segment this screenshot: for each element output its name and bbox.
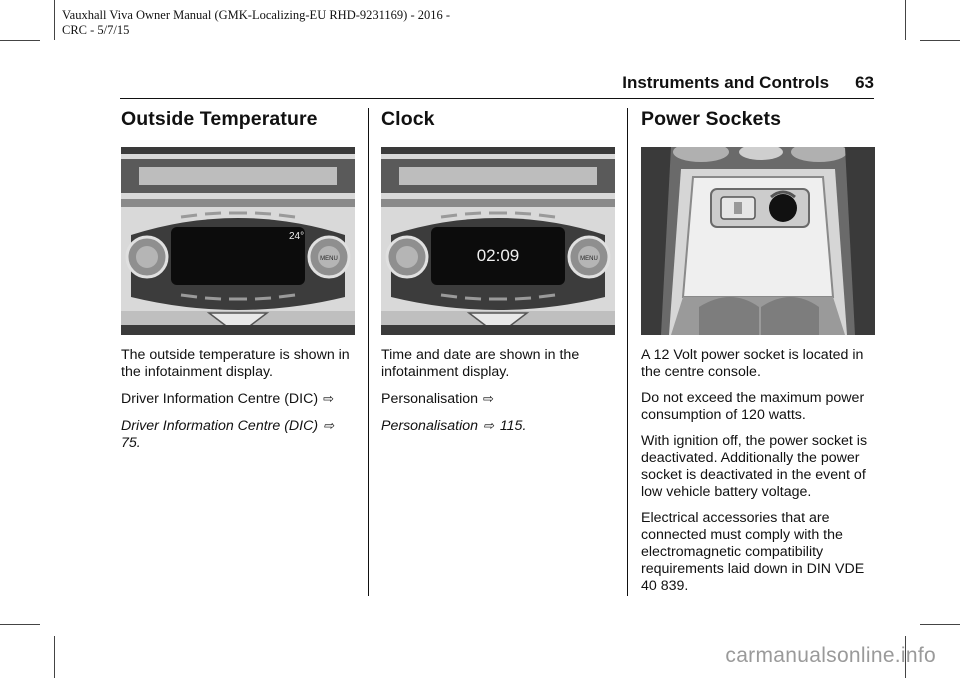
crop-mark xyxy=(54,0,55,40)
column-outside-temperature xyxy=(121,108,355,461)
clock-readout: 02:09 xyxy=(476,246,520,265)
power-socket-figure xyxy=(641,147,875,335)
paragraph: A 12 Volt power socket is located in the centre console. xyxy=(641,347,864,380)
cross-reference-text[interactable]: Driver Information Centre (DIC) xyxy=(121,418,319,434)
column-power-sockets xyxy=(641,108,875,604)
cross-reference[interactable] xyxy=(381,417,615,435)
page-number: 63 xyxy=(855,73,874,92)
cross-reference-page[interactable]: 115. xyxy=(499,418,527,434)
running-header xyxy=(622,73,874,93)
cross-reference-text[interactable]: Personalisation xyxy=(381,418,479,434)
knob-label: MENU xyxy=(580,256,598,262)
column-divider xyxy=(627,108,628,596)
personalisation-text: Personalisation xyxy=(381,391,479,407)
heading-outside-temperature: Outside Temperature xyxy=(121,108,318,130)
crop-mark xyxy=(0,40,40,41)
cross-reference-icon: ⇨ xyxy=(323,418,334,433)
paragraph: With ignition off, the power socket is deactivated. Additionally the power socket is deactivated in the event of low vehicle battery voltage. xyxy=(641,433,868,500)
infotainment-clock-figure xyxy=(381,147,615,335)
cross-reference-page[interactable]: 75. xyxy=(121,435,141,451)
paragraph: Electrical accessories that are connected must comply with the electromagnetic compatibility requirements laid down in DIN VDE 40 839. xyxy=(641,510,865,594)
crop-mark xyxy=(54,636,55,678)
crop-mark xyxy=(920,624,960,625)
dic-text: Driver Information Centre (DIC) xyxy=(121,391,319,407)
cross-reference-icon: ⇨ xyxy=(482,391,494,406)
section-title: Instruments and Controls xyxy=(622,73,830,92)
meta-line-1: Vauxhall Viva Owner Manual (GMK-Localizing-EU RHD-9231169) - 2016 - xyxy=(62,8,451,22)
header-rule xyxy=(120,98,874,99)
column-divider xyxy=(368,108,369,596)
temperature-readout: 24° xyxy=(289,231,305,242)
cross-reference-icon: ⇨ xyxy=(323,391,334,406)
crop-mark xyxy=(0,624,40,625)
paragraph: The outside temperature is shown in the infotainment display. xyxy=(121,347,350,380)
infotainment-temperature-figure xyxy=(121,147,355,335)
document-meta xyxy=(62,8,450,38)
column-clock xyxy=(381,108,615,444)
heading-clock: Clock xyxy=(381,108,435,130)
crop-mark xyxy=(920,40,960,41)
paragraph-personalisation xyxy=(381,390,615,408)
cross-reference[interactable] xyxy=(121,417,355,452)
paragraph: Time and date are shown in the infotainment display. xyxy=(381,347,580,380)
watermark: carmanualsonline.info xyxy=(725,644,936,667)
cross-reference-icon: ⇨ xyxy=(482,418,494,433)
paragraph: Do not exceed the maximum power consumption of 120 watts. xyxy=(641,390,865,423)
paragraph-dic xyxy=(121,390,355,408)
knob-label: MENU xyxy=(320,256,338,262)
meta-line-2: CRC - 5/7/15 xyxy=(62,23,130,37)
heading-power-sockets: Power Sockets xyxy=(641,108,782,130)
crop-mark xyxy=(905,0,906,40)
